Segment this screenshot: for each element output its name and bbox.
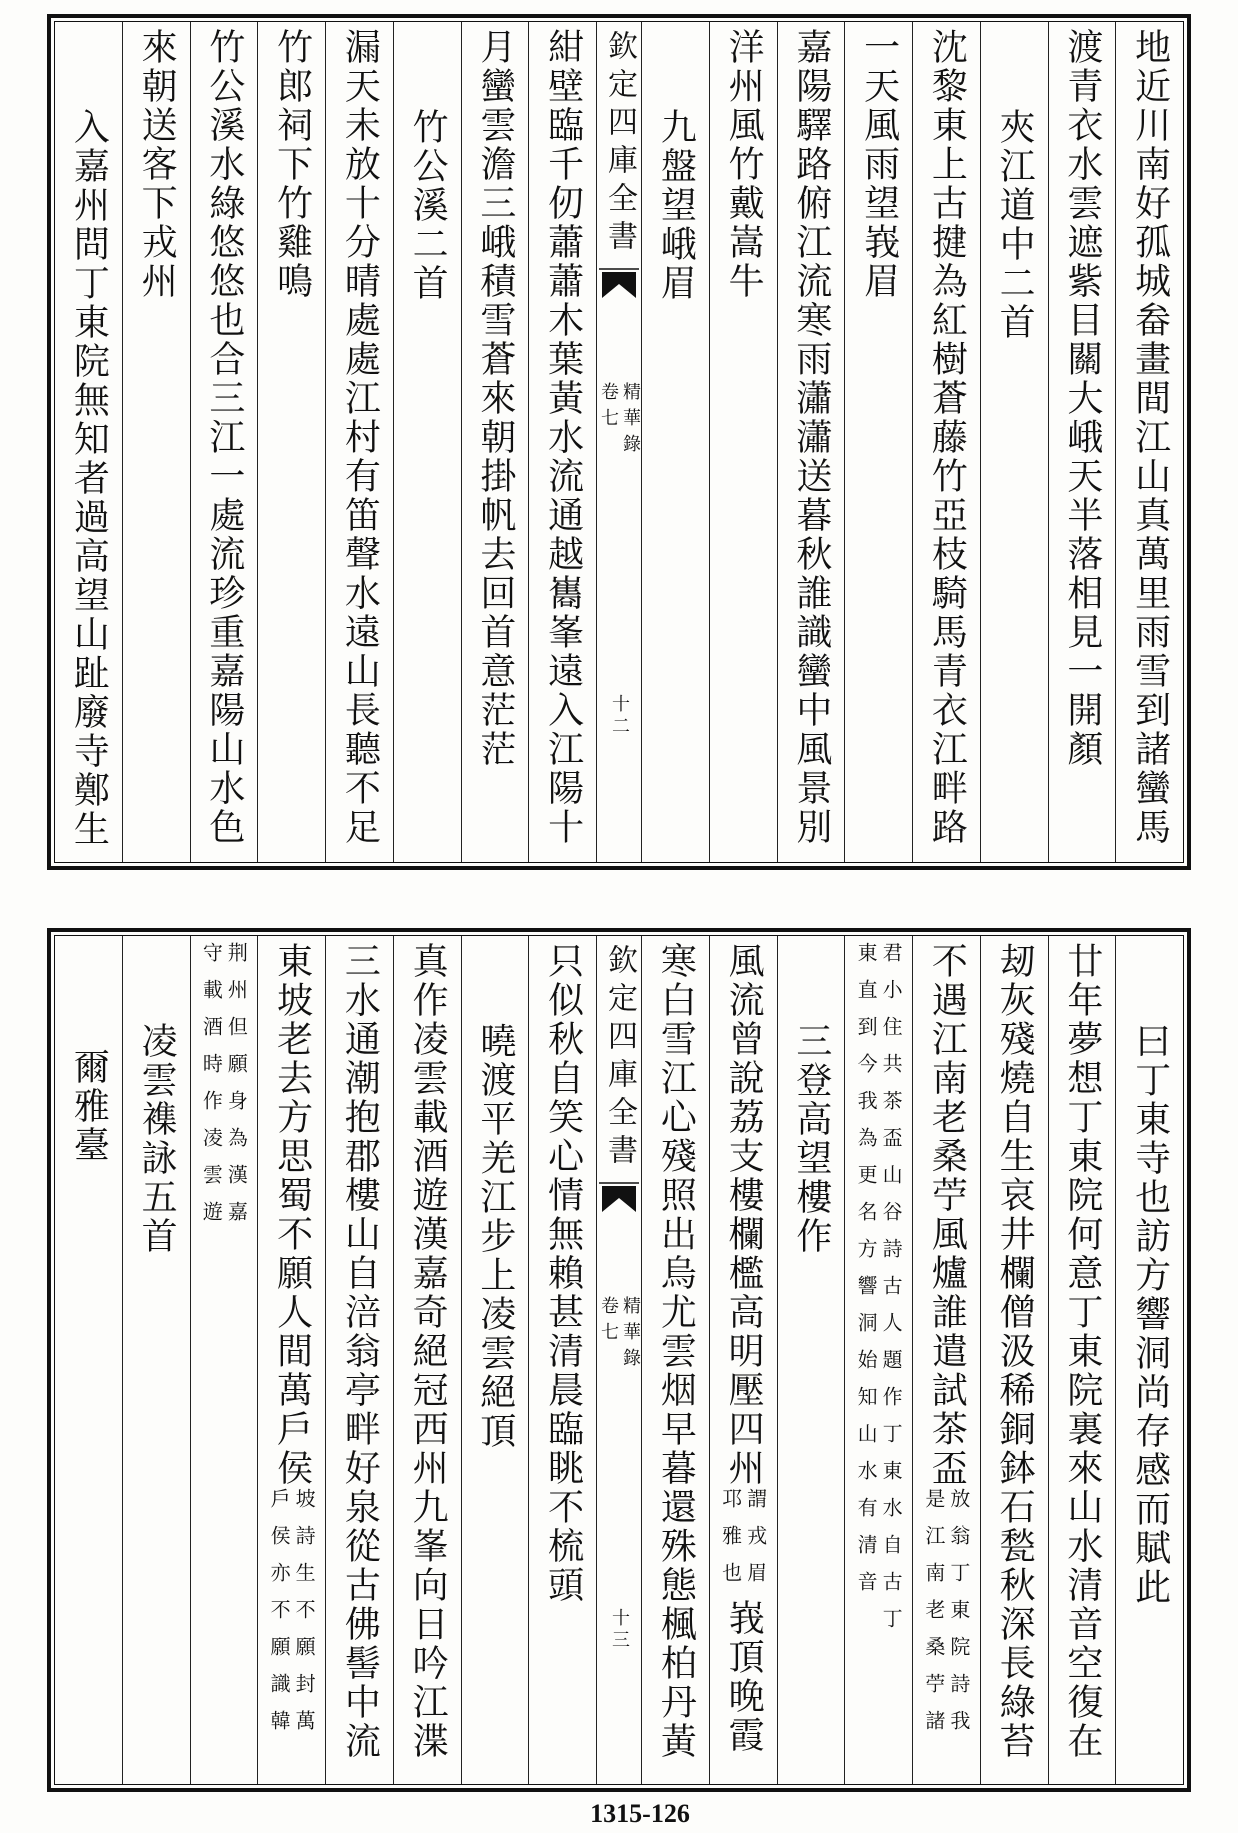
bottom-page-panel [47,928,1191,1792]
fold-page-number: 十二 [609,694,630,738]
title-column [393,22,461,862]
column-text: 洋州風竹戴嵩牛 [723,28,765,301]
column-text: 嘉陽驛路俯江流寒雨瀟瀟送暮秋誰識蠻中風景別 [790,28,832,847]
note-line: 荆州但願身為漢嘉 [224,942,249,1238]
interlinear-note [854,942,904,1645]
title-column [641,22,709,862]
poem-column [528,22,596,862]
poem-title: 入嘉州問丁東院無知者過高望山趾廢寺鄭生 [68,108,110,849]
column-text: 只似秋自笑心情無賴甚清晨臨眺不梳頭 [542,942,584,1605]
column-text: 竹公溪水綠悠悠也合三江一處流珍重嘉陽山水色 [203,28,245,847]
column-grid [54,935,1184,1785]
note-line: 放翁丁東院詩我 [946,1488,971,1747]
note-line: 君小住共茶盃山谷詩古人題作丁東水自古丁 [879,942,904,1645]
annotated-poem-column [709,936,777,1784]
poem-title: 竹公溪二首 [407,108,449,303]
column-text: 竹郎祠下竹雞鳴 [271,28,313,301]
column-text: 漏天未放十分晴處處江村有笛聲水遠山長聽不足 [339,28,381,847]
column-text: 沈黎東上古揵為紅樹蒼藤竹亞枝騎馬青衣江畔路 [926,28,968,847]
annotated-poem-column [257,936,325,1784]
note-line: 東直到今我為更名方響洞始知山水有清音 [854,942,879,1608]
poem-title: 爾雅臺 [68,1048,110,1165]
interlinear-note [718,1488,768,1599]
note-line: 邛雅也 [718,1488,743,1599]
poem-column [844,22,912,862]
column-text: 廿年夢想丁東院何意丁東院裏來山水清音空復在 [1061,942,1103,1761]
poem-column [709,22,777,862]
poem-column [1115,22,1183,862]
column-text: 刼灰殘燒自生哀井欄僧汲稀銅鉢石甃秋深長綠苔 [994,942,1036,1761]
poem-column [325,22,393,862]
column-text: 月蠻雲澹三峨積雪蒼來朝掛帆去回首意茫茫 [474,28,516,769]
annotation-column [844,936,912,1784]
poem-column [912,22,980,862]
note-line: 戶侯亦不願識韓 [267,1488,292,1747]
column-text: 寒白雪江心殘照出烏尤雲烟早暮還殊態楓柏丹黃 [655,942,697,1761]
poem-column [190,22,258,862]
poem-column [325,936,393,1784]
fold-book-info [599,382,639,460]
fold-book-title: 精華錄 [620,1296,641,1374]
fold-column [596,936,641,1784]
fold-title: 欽定四庫全書 [602,944,637,1172]
note-line: 是江南老桑苧諸 [921,1488,946,1747]
note-line: 坡詩生不願封萬 [292,1488,317,1747]
column-text: 來朝送客下戎州 [136,28,178,301]
fishtail-icon [599,268,639,308]
poem-title: 夾江道中二首 [994,108,1036,342]
note-line: 謂戎眉 [743,1488,768,1599]
fold-book-title: 精華錄 [620,382,641,460]
poem-column [777,22,845,862]
interlinear-note [921,1488,971,1747]
column-text: 東坡老去方思蜀不願人間萬戶侯 [271,942,313,1488]
fold-volume: 卷七 [598,382,619,434]
top-page-panel [47,14,1191,870]
annotated-poem-column [912,936,980,1784]
title-column [122,936,190,1784]
interlinear-note [267,1488,317,1747]
column-text: 不遇江南老桑苧風爐誰遣試茶盃 [926,942,968,1488]
poem-column [393,936,461,1784]
fold-title: 欽定四庫全書 [602,30,637,258]
note-line: 守載酒時作凌雲遊 [199,942,224,1238]
poem-column [528,936,596,1784]
fishtail-icon [599,1182,639,1222]
fold-page-number: 十三 [609,1608,630,1652]
poem-column [641,936,709,1784]
column-text: 三水通潮抱郡樓山自涪翁亭畔好泉從古佛髻中流 [339,942,381,1761]
column-text: 紺壁臨千仞蕭蕭木葉黃水流通越巂峯遠入江陽十 [542,28,584,847]
poem-title: 九盤望峨眉 [655,108,697,303]
title-column [980,22,1048,862]
title-column [55,936,122,1784]
poem-title: 曉渡平羌江步上凌雲絕頂 [474,1022,516,1451]
poem-column [122,22,190,862]
column-text: 風流曾說荔支樓欄檻高明壓四州 [723,942,765,1488]
column-text: 渡青衣水雲遮紫目關大峨天半落相見一開顏 [1061,28,1103,769]
fold-volume: 卷七 [598,1296,619,1348]
title-column [461,936,529,1784]
poem-title: 三登高望樓作 [790,1022,832,1256]
poem-title: 凌雲襍詠五首 [136,1022,178,1256]
annotation-column [190,936,258,1784]
poem-column [1048,936,1116,1784]
title-column [1115,936,1183,1784]
poem-column [1048,22,1116,862]
poem-title: 曰丁東寺也訪方響洞尚存感而賦此 [1129,1022,1171,1607]
poem-column [257,22,325,862]
fold-column [596,22,641,862]
poem-column [980,936,1048,1784]
title-column [777,936,845,1784]
column-text: 真作凌雲載酒遊漢嘉奇絕冠西州九峯向日吟江渫 [407,942,449,1761]
fold-book-info [599,1296,639,1374]
column-text: 地近川南好孤城畚畫間江山真萬里雨雪到諸蠻馬 [1129,28,1171,847]
column-text-continued: 峩頂晚霞 [723,1599,765,1755]
interlinear-note [199,942,249,1238]
column-grid [54,21,1184,863]
title-column [55,22,122,862]
poem-column [461,22,529,862]
column-text: 一天風雨望峩眉 [858,28,900,301]
page-number: 1315-126 [590,1799,690,1828]
